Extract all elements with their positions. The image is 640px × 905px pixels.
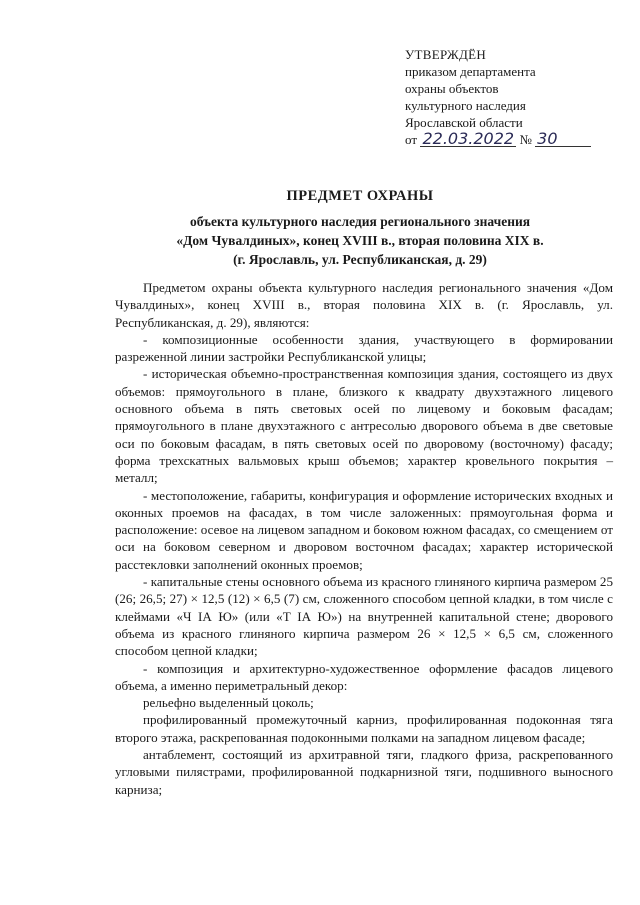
date-prefix: от xyxy=(405,132,418,147)
approval-title: УТВЕРЖДЁН xyxy=(405,47,487,62)
approval-line-1: приказом департамента xyxy=(405,64,536,79)
handwritten-number: 30 xyxy=(535,132,591,147)
document-title: ПРЕДМЕТ ОХРАНЫ xyxy=(286,188,434,204)
paragraph-composition: - композиционные особенности здания, участвующего в формировании разреженной линии застройки Республиканской улицы; xyxy=(115,331,613,365)
approval-line-2: охраны объектов xyxy=(405,81,499,96)
paragraph-cornice: профилированный промежуточный карниз, профилированная подоконная тяга второго этажа, раскрепованная подоконными полками на западном лицевом фасаде; xyxy=(115,712,613,745)
paragraph-intro: Предметом охраны объекта культурного наследия регионального значения «Дом Чувалдиных», конец XVIII в., вторая половина XIX в. (г. Ярославль, ул. Республиканская, д. 29), являются: xyxy=(115,280,613,330)
paragraph-plinth: рельефно выделенный цоколь; xyxy=(143,695,314,711)
approval-date-line xyxy=(405,131,635,148)
document-heading xyxy=(100,187,620,269)
approval-line-3: культурного наследия xyxy=(405,98,526,113)
number-prefix: № xyxy=(519,132,532,147)
heading-subtitle-3: (г. Ярославль, ул. Республиканская, д. 29) xyxy=(233,252,487,267)
approval-stamp xyxy=(405,46,635,148)
paragraph-facades: - композиция и архитектурно-художественное оформление фасадов лицевого объема, а именно периметральный декор: xyxy=(115,660,613,693)
approval-line-4: Ярославской области xyxy=(405,115,523,130)
heading-subtitle-1: объекта культурного наследия регионального значения xyxy=(189,214,531,229)
paragraph-openings: - местоположение, габариты, конфигурация и оформление исторических входных и оконных проемов на фасадах, в том числе заложенных: прямоугольная форма и расположение: осевое на лицевом западном и боковом южном фасадах, со смещением от оси на боковом северном и дворовом восточном фасадах; характер исторической расстекловки заполнений оконных проемов; xyxy=(115,487,613,572)
paragraph-entablature: антаблемент, состоящий из архитравной тяги, гладкого фриза, раскрепованного угловыми пилястрами, профилированной подкарнизной тяги, подшивного выносного карниза; xyxy=(115,747,613,797)
document-body xyxy=(115,279,613,798)
heading-subtitle-2: «Дом Чувалдиных», конец XVIII в., вторая половина XIX в. xyxy=(176,233,544,248)
handwritten-date: 22.03.2022 xyxy=(420,132,516,147)
paragraph-spatial: - историческая объемно-пространственная композиция здания, состоящего из двух объемов: прямоугольного в плане, близкого к квадрату двухэтажного лицевого основного объема в пять световых осей по лицевому и боковым фасадам; прямоугольного в плане двухэтажного с антресолью дворового объема в две световые оси по боковым фасадам, в пять световых осей по дворовому (восточному) фасаду; форма трехскатных вальмовых крыш объемов; характер кровельного покрытия – металл; xyxy=(115,366,613,486)
paragraph-walls: - капитальные стены основного объема из красного глиняного кирпича размером 25 (26; 26,5; 27) × 12,5 (12) × 6,5 (7) см, сложенного способом цепной кладки, в том числе с клеймами «Ч ІА Ю» (или «Т ІА Ю») на внутренней капитальной стене; дворового объема из красного глиняного кирпича размером 26 × 12,5 × 6,5 см, сложенного способом цепной кладки; xyxy=(115,574,613,659)
